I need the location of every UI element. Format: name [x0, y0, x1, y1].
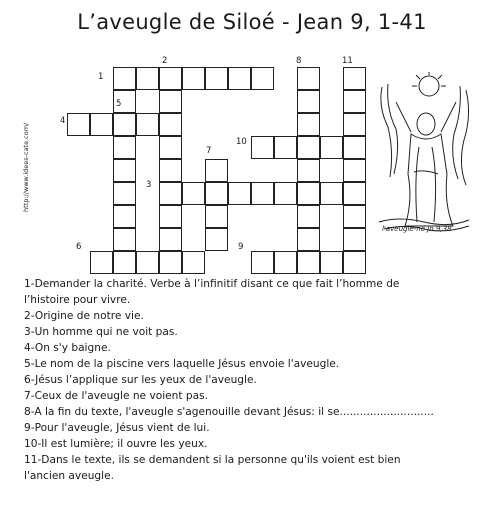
clue-number-2: 2	[162, 56, 168, 66]
clue-number-9: 9	[238, 242, 244, 252]
crossword-cell[interactable]	[297, 136, 320, 159]
crossword-cell[interactable]	[159, 228, 182, 251]
crossword-cell[interactable]	[136, 67, 159, 90]
clue-number-5: 5	[116, 99, 122, 109]
side-url-text: http://www.idees-cate.com/	[22, 122, 30, 212]
illustration-caption: l'aveugle-né Jn 9,38	[382, 225, 452, 233]
clue-line: 6-Jésus l’applique sur les yeux de l'aveugle.	[24, 374, 257, 386]
crossword-cell[interactable]	[113, 113, 136, 136]
crossword-cell[interactable]	[182, 251, 205, 274]
crossword-cell[interactable]	[205, 67, 228, 90]
crossword-cell[interactable]	[343, 228, 366, 251]
crossword-cell[interactable]	[113, 159, 136, 182]
crossword-cell[interactable]	[159, 182, 182, 205]
crossword-cell[interactable]	[90, 251, 113, 274]
clue-list	[24, 276, 484, 484]
crossword-cell[interactable]	[297, 67, 320, 90]
crossword-cell[interactable]	[159, 136, 182, 159]
crossword-cell[interactable]	[159, 113, 182, 136]
crossword-cell[interactable]	[274, 251, 297, 274]
clue-number-4: 4	[60, 116, 66, 126]
blind-man-illustration	[374, 72, 474, 242]
page-title: L’aveugle de Siloé - Jean 9, 1-41	[77, 10, 427, 34]
crossword-cell[interactable]	[205, 205, 228, 228]
crossword-cell[interactable]	[297, 113, 320, 136]
crossword-cell[interactable]	[297, 90, 320, 113]
clue-line: 4-On s'y baigne.	[24, 342, 111, 354]
crossword-cell[interactable]	[297, 182, 320, 205]
clue-line: 9-Pour l'aveugle, Jésus vient de lui.	[24, 422, 210, 434]
crossword-cell[interactable]	[159, 159, 182, 182]
crossword-cell[interactable]	[113, 182, 136, 205]
crossword-cell[interactable]	[343, 90, 366, 113]
crossword-cell[interactable]	[320, 251, 343, 274]
crossword-cell[interactable]	[159, 251, 182, 274]
clue-line: 7-Ceux de l'aveugle ne voient pas.	[24, 390, 208, 402]
crossword-cell[interactable]	[113, 205, 136, 228]
clue-line: 1-Demander la charité. Verbe à l’infinitif disant ce que fait l’homme de	[24, 278, 400, 290]
crossword-cell[interactable]	[343, 113, 366, 136]
crossword-cell[interactable]	[297, 251, 320, 274]
crossword-cell[interactable]	[320, 136, 343, 159]
crossword-cell[interactable]	[205, 228, 228, 251]
crossword-cell[interactable]	[90, 113, 113, 136]
clue-line: 8-A la fin du texte, l'aveugle s'agenouille devant Jésus: il se............................	[24, 406, 434, 418]
clue-number-7: 7	[206, 146, 212, 156]
crossword-cell[interactable]	[228, 67, 251, 90]
crossword-cell[interactable]	[251, 67, 274, 90]
crossword-cell[interactable]	[297, 205, 320, 228]
clue-line: l’histoire pour vivre.	[24, 294, 131, 306]
clue-line: 3-Un homme qui ne voit pas.	[24, 326, 178, 338]
crossword-cell[interactable]	[297, 228, 320, 251]
crossword-cell[interactable]	[251, 251, 274, 274]
crossword-cell[interactable]	[67, 113, 90, 136]
crossword-cell[interactable]	[320, 182, 343, 205]
clue-number-6: 6	[76, 242, 82, 252]
crossword-cell[interactable]	[343, 205, 366, 228]
crossword-cell[interactable]	[228, 182, 251, 205]
clue-number-10: 10	[236, 137, 247, 147]
clue-line: 2-Origine de notre vie.	[24, 310, 144, 322]
clue-line: 5-Le nom de la piscine vers laquelle Jésus envoie l'aveugle.	[24, 358, 340, 370]
crossword-cell[interactable]	[159, 205, 182, 228]
crossword-cell[interactable]	[251, 182, 274, 205]
clue-number-1: 1	[98, 72, 104, 82]
crossword-cell[interactable]	[182, 67, 205, 90]
crossword-cell[interactable]	[343, 67, 366, 90]
crossword-cell[interactable]	[343, 136, 366, 159]
crossword-cell[interactable]	[159, 90, 182, 113]
crossword-cell[interactable]	[136, 113, 159, 136]
crossword-cell[interactable]	[343, 251, 366, 274]
crossword-cell[interactable]	[251, 136, 274, 159]
crossword-cell[interactable]	[182, 182, 205, 205]
crossword-cell[interactable]	[274, 136, 297, 159]
crossword-cell[interactable]	[159, 67, 182, 90]
crossword-cell[interactable]	[113, 136, 136, 159]
clue-line: l'ancien aveugle.	[24, 470, 114, 482]
crossword-cell[interactable]	[205, 159, 228, 182]
clue-number-11: 11	[342, 56, 353, 66]
crossword-cell[interactable]	[343, 182, 366, 205]
clue-line: 11-Dans le texte, ils se demandent si la personne qu'ils voient est bien	[24, 454, 401, 466]
clue-number-8: 8	[296, 56, 302, 66]
crossword-cell[interactable]	[205, 182, 228, 205]
crossword-cell[interactable]	[274, 182, 297, 205]
crossword-cell[interactable]	[297, 159, 320, 182]
clue-number-3: 3	[146, 180, 152, 190]
crossword-cell[interactable]	[113, 251, 136, 274]
crossword-cell[interactable]	[113, 228, 136, 251]
crossword-cell[interactable]	[343, 159, 366, 182]
crossword-cell[interactable]	[113, 67, 136, 90]
crossword-cell[interactable]	[136, 251, 159, 274]
clue-line: 10-Il est lumière; il ouvre les yeux.	[24, 438, 208, 450]
